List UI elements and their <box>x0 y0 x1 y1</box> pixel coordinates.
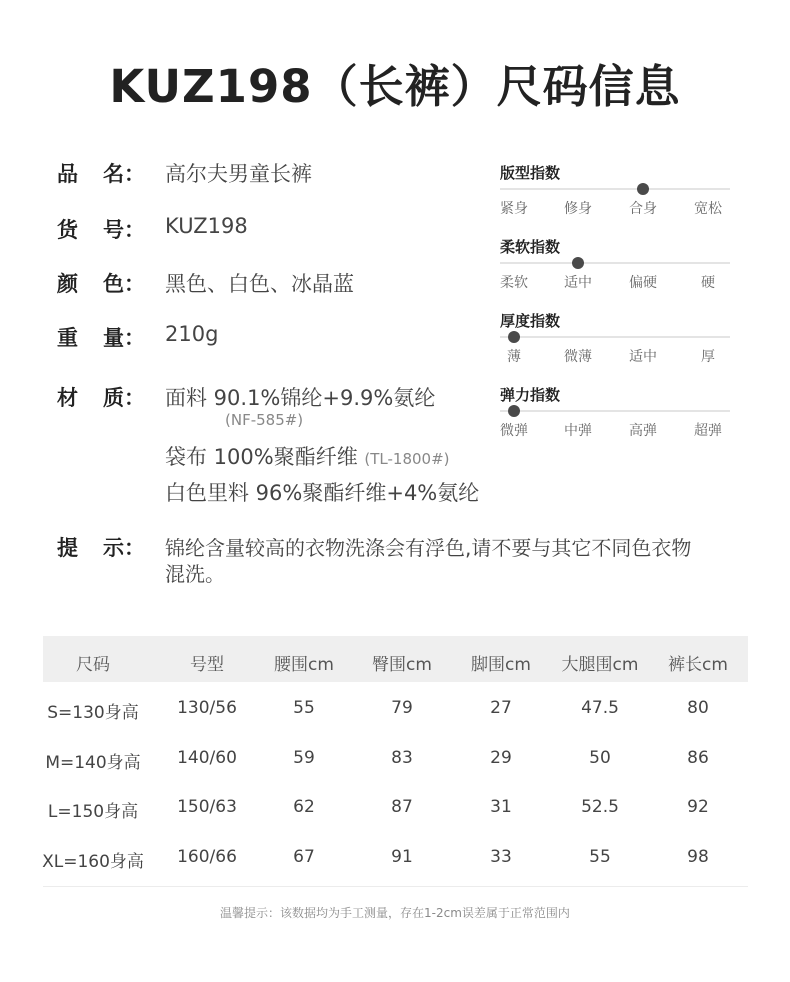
info-label: 材 质： <box>57 386 145 410</box>
table-cell: M=140身高 <box>45 753 141 773</box>
index-marker <box>637 183 649 195</box>
table-cell: 130/56 <box>177 698 237 718</box>
sku-value: KUZ198 <box>165 214 248 238</box>
table-cell: 98 <box>687 847 709 867</box>
table-header-cell: 脚围cm <box>471 655 531 675</box>
index-option: 修身 <box>564 201 592 217</box>
table-header-cell: 腰围cm <box>274 655 334 675</box>
table-header-cell: 臀围cm <box>372 655 432 675</box>
table-cell: 79 <box>391 698 413 718</box>
table-cell: 80 <box>687 698 709 718</box>
index-option: 微薄 <box>564 349 592 365</box>
index-option: 适中 <box>564 275 592 291</box>
table-cell: 52.5 <box>581 797 619 817</box>
table-divider <box>43 886 748 887</box>
tip-line-2: 混洗。 <box>165 562 225 586</box>
table-cell: S=130身高 <box>47 703 139 723</box>
info-label: 货 号： <box>57 218 145 242</box>
product-name-value: 高尔夫男童长裤 <box>165 162 312 186</box>
index-option: 薄 <box>507 349 521 365</box>
table-row <box>43 698 748 722</box>
info-label: 重 量： <box>57 326 145 350</box>
material-line-1-code: (NF-585#) <box>225 411 304 429</box>
index-option: 中弹 <box>564 423 592 439</box>
table-cell: 59 <box>293 748 315 768</box>
table-header-cell: 裤长cm <box>668 655 728 675</box>
table-cell: L=150身高 <box>47 802 139 822</box>
info-label: 颜 色： <box>57 272 145 296</box>
index-track <box>500 188 730 190</box>
index-title: 版型指数 <box>500 164 561 182</box>
table-cell: 55 <box>293 698 315 718</box>
table-cell: 86 <box>687 748 709 768</box>
table-cell: 29 <box>490 748 512 768</box>
material-line-2: 袋布 100%聚酯纤维 (TL-1800#) <box>165 445 450 469</box>
index-option: 适中 <box>629 349 657 365</box>
index-marker <box>508 331 520 343</box>
table-cell: 55 <box>589 847 611 867</box>
table-header-cell: 号型 <box>190 655 224 675</box>
table-cell: 92 <box>687 797 709 817</box>
page-title: KUZ198（长裤）尺码信息 <box>109 60 681 113</box>
index-option: 偏硬 <box>629 275 657 291</box>
table-cell: 83 <box>391 748 413 768</box>
table-row <box>43 797 748 821</box>
index-track <box>500 410 730 412</box>
index-marker <box>572 257 584 269</box>
material-line-1: 面料 90.1%锦纶+9.9%氨纶 <box>165 386 436 410</box>
index-title: 柔软指数 <box>500 238 561 256</box>
color-value: 黑色、白色、冰晶蓝 <box>165 272 354 296</box>
table-row <box>43 748 748 772</box>
table-cell: 150/63 <box>177 797 237 817</box>
material-line-3: 白色里料 96%聚酯纤维+4%氨纶 <box>165 481 480 505</box>
table-header-cell: 大腿围cm <box>561 655 639 675</box>
index-title: 厚度指数 <box>500 312 561 330</box>
weight-value: 210g <box>165 322 219 346</box>
index-option: 宽松 <box>694 201 722 217</box>
tip-line-1: 锦纶含量较高的衣物洗涤会有浮色,请不要与其它不同色衣物 <box>165 536 692 560</box>
index-option: 超弹 <box>694 423 722 439</box>
table-cell: XL=160身高 <box>42 852 144 872</box>
table-cell: 47.5 <box>581 698 619 718</box>
index-track <box>500 262 730 264</box>
info-label: 提 示： <box>57 536 145 560</box>
index-title: 弹力指数 <box>500 386 561 404</box>
table-cell: 160/66 <box>177 847 237 867</box>
index-option: 紧身 <box>500 201 528 217</box>
table-row <box>43 847 748 871</box>
index-option: 柔软 <box>500 275 528 291</box>
info-label: 品 名： <box>57 162 145 186</box>
index-option: 硬 <box>701 275 715 291</box>
table-cell: 62 <box>293 797 315 817</box>
table-cell: 140/60 <box>177 748 237 768</box>
footnote: 温馨提示：该数据均为手工测量，存在1-2cm误差属于正常范围内 <box>220 906 570 920</box>
table-cell: 50 <box>589 748 611 768</box>
index-marker <box>508 405 520 417</box>
index-option: 高弹 <box>629 423 657 439</box>
table-cell: 31 <box>490 797 512 817</box>
table-cell: 33 <box>490 847 512 867</box>
table-cell: 87 <box>391 797 413 817</box>
table-cell: 91 <box>391 847 413 867</box>
index-option: 微弹 <box>500 423 528 439</box>
index-option: 合身 <box>629 201 657 217</box>
size-table-header <box>43 636 748 682</box>
index-option: 厚 <box>701 349 715 365</box>
table-cell: 27 <box>490 698 512 718</box>
table-header-cell: 尺码 <box>76 655 110 675</box>
index-track <box>500 336 730 338</box>
table-cell: 67 <box>293 847 315 867</box>
